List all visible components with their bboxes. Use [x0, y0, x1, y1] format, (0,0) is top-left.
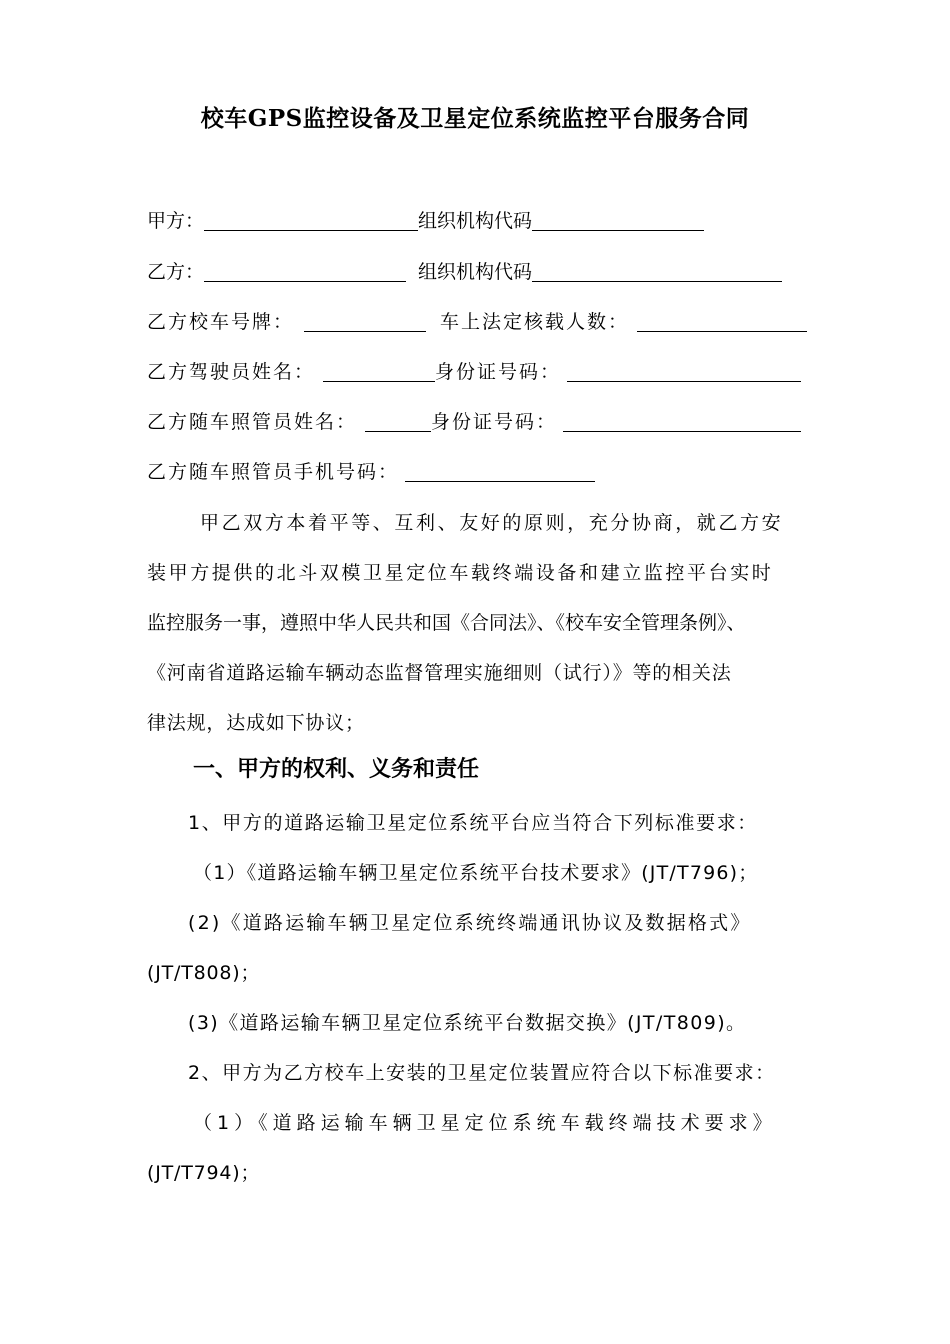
capacity-blank[interactable]	[637, 309, 807, 332]
attendant-phone-label: 乙方随车照管员手机号码：	[147, 461, 400, 483]
clause-line: (JT/T794)；	[147, 1162, 261, 1184]
intro-line: 甲乙双方本着平等、互利、友好的原则，充分协商，就乙方安	[200, 512, 784, 534]
party-a-org-blank[interactable]	[532, 208, 704, 231]
driver-id-blank[interactable]	[567, 359, 801, 382]
clause-line: 2、甲方为乙方校车上安装的卫星定位装置应符合以下标准要求：	[188, 1062, 776, 1084]
party-a-blank[interactable]	[204, 208, 418, 231]
contract-title: 校车GPS监控设备及卫星定位系统监控平台服务合同	[200, 105, 750, 132]
party-b-blank[interactable]	[204, 259, 406, 282]
intro-line: 装甲方提供的北斗双模卫星定位车载终端设备和建立监控平台实时	[147, 562, 774, 584]
section-1-heading: 一、甲方的权利、义务和责任	[193, 757, 480, 782]
intro-line: 监控服务一事，遵照中华人民共和国《合同法》、《校车安全管理条例》、	[147, 612, 746, 634]
clause-line: （1）《道路运输车辆卫星定位系统车载终端技术要求》	[193, 1112, 777, 1134]
attendant-id-label: 身份证号码：	[431, 411, 558, 433]
plate-row	[147, 307, 807, 334]
party-a-label: 甲方：	[147, 210, 205, 232]
clause-line: (3)《道路运输车辆卫星定位系统平台数据交换》(JT/T809)。	[188, 1012, 747, 1034]
attendant-row	[147, 407, 801, 434]
intro-line: 律法规，达成如下协议；	[147, 712, 365, 734]
intro-line: 《河南省道路运输车辆动态监督管理实施细则（试行）》等的相关法	[147, 662, 732, 684]
clause-line: (2)《道路运输车辆卫星定位系统终端通讯协议及数据格式》	[188, 912, 752, 934]
clause-line: (JT/T808)；	[147, 962, 261, 984]
driver-name-blank[interactable]	[323, 359, 435, 382]
attendant-id-blank[interactable]	[563, 409, 801, 432]
driver-id-label: 身份证号码：	[435, 361, 562, 383]
plate-blank[interactable]	[304, 309, 426, 332]
clause-line: 1、甲方的道路运输卫星定位系统平台应当符合下列标准要求：	[188, 812, 758, 834]
clause-line: （1）《道路运输车辆卫星定位系统平台技术要求》(JT/T796)；	[193, 862, 759, 884]
party-b-row	[147, 257, 782, 284]
driver-name-label: 乙方驾驶员姓名：	[147, 361, 316, 383]
capacity-label: 车上法定核载人数：	[440, 311, 630, 333]
party-b-label: 乙方：	[147, 261, 205, 283]
attendant-phone-row	[147, 457, 595, 484]
party-a-org-label: 组织机构代码	[418, 210, 533, 232]
party-a-row	[147, 206, 704, 233]
party-b-org-blank[interactable]	[532, 259, 782, 282]
driver-row	[147, 357, 801, 384]
party-b-org-label: 组织机构代码	[418, 261, 533, 283]
attendant-phone-blank[interactable]	[405, 459, 595, 482]
attendant-name-label: 乙方随车照管员姓名：	[147, 411, 358, 433]
attendant-name-blank[interactable]	[365, 409, 431, 432]
plate-label: 乙方校车号牌：	[147, 311, 295, 333]
